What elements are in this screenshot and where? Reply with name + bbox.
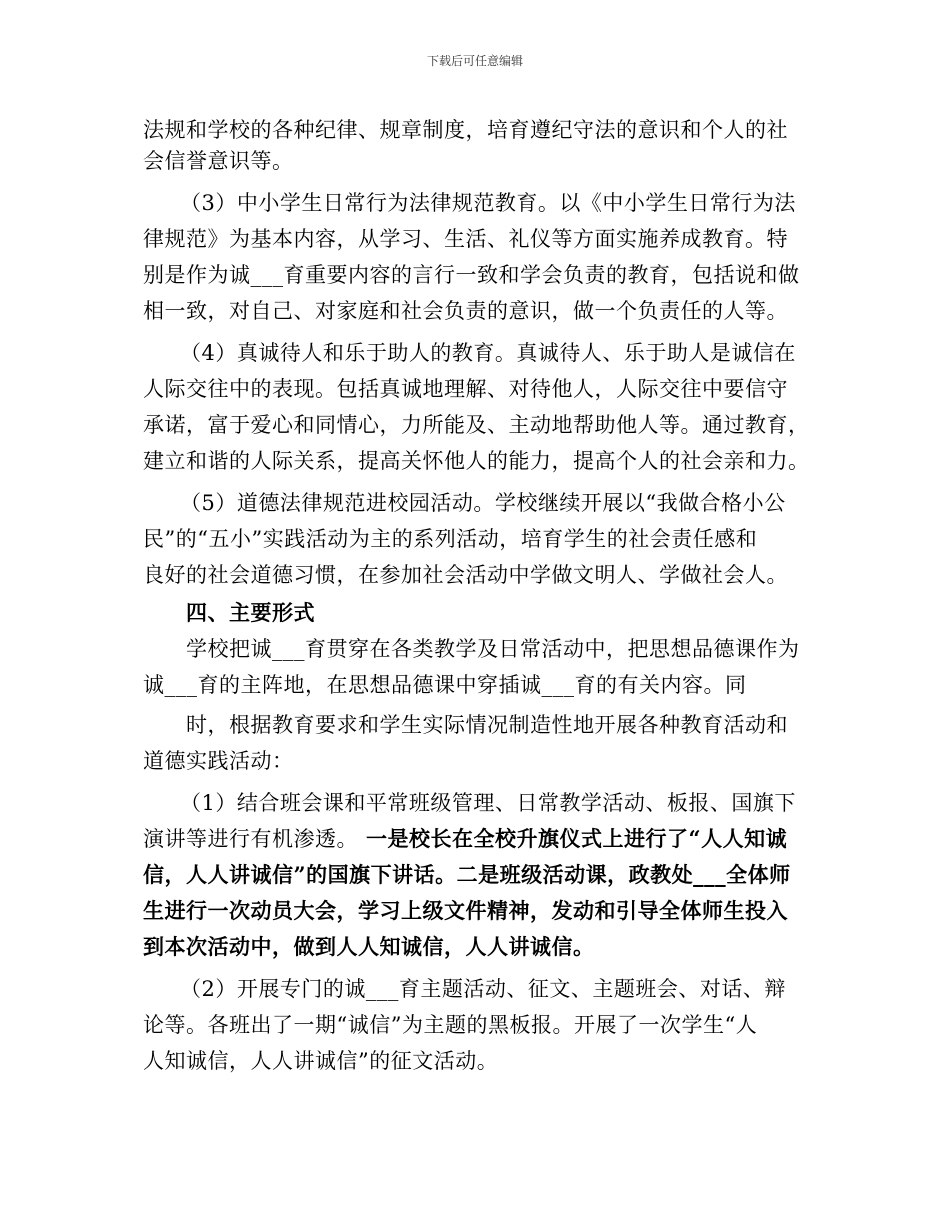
bold-paragraph-line: 一是校长在全校升旗仪式上进行了“人人知诚 (366, 826, 788, 851)
paragraph-line: 会信誉意识等。 (143, 149, 294, 173)
paragraph-line: （5）道德法律规范进校园活动。学校继续开展以“我做合格小公 (180, 491, 786, 515)
paragraph-line: 时，根据教育要求和学生实际情况制造性地开展各种教育活动和 (186, 713, 788, 737)
paragraph-line: 学校把诚___育贯穿在各类教学及日常活动中，把思想品德课作为 (186, 637, 800, 661)
paragraph-line: 良好的社会道德习惯，在参加社会活动中学做文明人、学做社会人。 (143, 563, 788, 587)
section-heading: 四、主要形式 (186, 600, 315, 625)
bold-paragraph-line: 信，人人讲诚信”的国旗下讲话。二是班级活动课，政教处___全体师 (143, 862, 791, 887)
paragraph-line: 民”的“五小”实践活动为主的系列活动，培育学生的社会责任感和 (143, 527, 758, 551)
bold-paragraph-line: 生进行一次动员大会，学习上级文件精神，发动和引导全体师生投入 (143, 898, 788, 923)
paragraph-line: 别是作为诚___育重要内容的言行一致和学会负责的教育，包括说和做 (143, 263, 800, 287)
paragraph-line: （1）结合班会课和平常班级管理、日常教学活动、板报、国旗下 (180, 791, 796, 815)
paragraph-line: 论等。各班出了一期“诚信”为主题的黑板报。开展了一次学生“人 (143, 1013, 758, 1037)
paragraph-line: 诚___育的主阵地，在思想品德课中穿插诚___育的有关内容。同 (143, 673, 747, 697)
paragraph-line: 承诺，富于爱心和同情心，力所能及、主动地帮助他人等。通过教育， (143, 413, 810, 437)
paragraph-line: 人际交往中的表现。包括真诚地理解、对待他人，人际交往中要信守 (143, 377, 788, 401)
paragraph-line: 律规范》为基本内容，从学习、生活、礼仪等方面实施养成教育。特 (143, 227, 788, 251)
paragraph-line: 相一致，对自己、对家庭和社会负责的意识，做一个负责任的人等。 (143, 299, 788, 323)
paragraph-line: 法规和学校的各种纪律、规章制度，培育遵纪守法的意识和个人的社 (143, 118, 788, 142)
bold-paragraph-line: 到本次活动中，做到人人知诚信，人人讲诚信。 (143, 934, 595, 959)
paragraph-line: （4）真诚待人和乐于助人的教育。真诚待人、乐于助人是诚信在 (180, 341, 796, 365)
paragraph-line: （3）中小学生日常行为法律规范教育。以《中小学生日常行为法 (180, 191, 796, 215)
page-header: 下载后可任意编辑 (426, 54, 523, 68)
paragraph-line: 演讲等进行有机渗透。 (143, 827, 358, 851)
paragraph-line: 道德实践活动： (143, 749, 294, 773)
paragraph-line: （2）开展专门的诚___育主题活动、征文、主题班会、对话、辩 (180, 977, 786, 1001)
paragraph-line: 人知诚信，人人讲诚信”的征文活动。 (143, 1049, 499, 1073)
paragraph-line: 建立和谐的人际关系，提高关怀他人的能力，提高个人的社会亲和力。 (143, 449, 810, 473)
